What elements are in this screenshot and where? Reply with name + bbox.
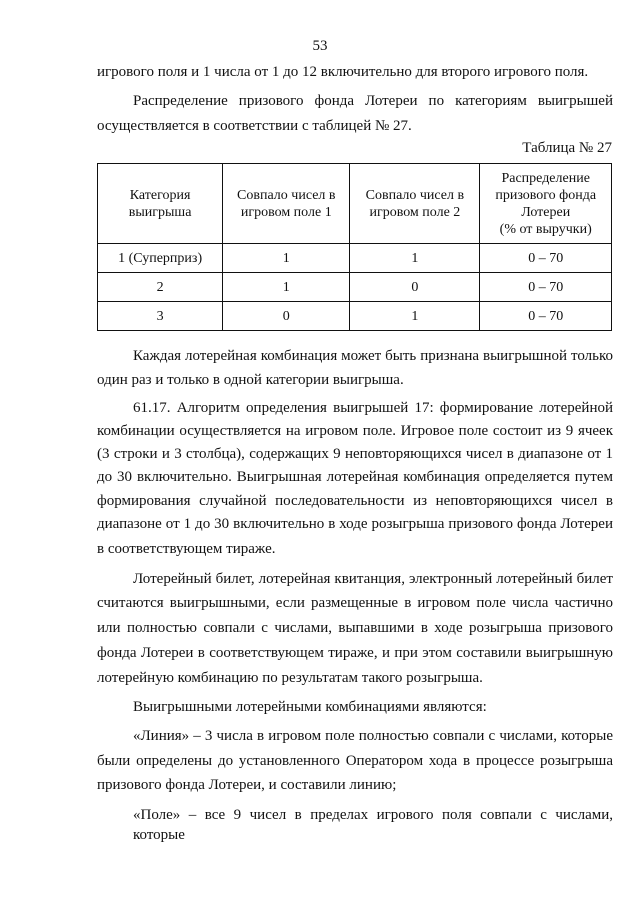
text-line: до 30 включительно. Выигрышная лотерейная комбинация определяется путем [97, 469, 613, 485]
text-line: Каждая лотерейная комбинация может быть признана выигрышной только [133, 348, 613, 364]
text-line: призового фонда Лотереи, и составили линию; [97, 777, 397, 793]
text-line: 61.17. Алгоритм определения выигрышей 17: формирование лотерейной [133, 400, 613, 416]
table-row [98, 302, 612, 331]
table-cell: 0 – 70 [480, 302, 612, 331]
table-header-cell: Совпало чисел в игровом поле 2 [350, 164, 480, 244]
table-cell: 2 [98, 273, 223, 302]
text-line: осуществляется в соответствии с таблицей № 27. [97, 118, 412, 134]
text-line: «Поле» – все 9 чисел в пределах игрового поля совпали с числами, которые [133, 807, 613, 843]
text-line: Распределение призового фонда Лотереи по категориям выигрышей [133, 93, 613, 109]
table-row [98, 244, 612, 273]
text-line: (3 строки и 3 столбца), содержащих 9 неповторяющихся чисел в диапазоне от 1 [97, 446, 613, 462]
page-number: 53 [312, 38, 328, 54]
text-line: в соответствующем тираже. [97, 541, 276, 557]
text-line: фонда Лотереи в соответствующем тираже, и при этом составили выигрышную [97, 645, 613, 661]
text-line: один раз и только в одной категории выигрыша. [97, 372, 404, 388]
text-line: были определены до установленного Оператором хода в процессе розыгрыша [97, 753, 613, 769]
table-cell: 3 [98, 302, 223, 331]
table-header-row [98, 164, 612, 244]
text-line: Выигрышными лотерейными комбинациями являются: [133, 699, 487, 715]
text-line: игрового поля и 1 числа от 1 до 12 включительно для второго игрового поля. [97, 64, 589, 80]
table-cell: 1 [350, 244, 480, 273]
table-cell: 0 – 70 [480, 273, 612, 302]
table-header-cell: Распределение призового фонда Лотереи (% от выручки) [480, 164, 612, 244]
table-cell: 1 [350, 302, 480, 331]
text-line: комбинации осуществляется на игровом поле. Игровое поле состоит из 9 ячеек [97, 423, 613, 439]
text-line: считаются выигрышными, если размещенные в игровом поле числа частично [97, 595, 613, 611]
table-cell: 1 (Суперприз) [98, 244, 223, 273]
text-line: формирования случайной последовательности из неповторяющихся чисел в [97, 493, 613, 509]
table-caption: Таблица № 27 [522, 140, 612, 156]
table-header-cell: Категория выигрыша [98, 164, 223, 244]
table-cell: 0 – 70 [480, 244, 612, 273]
table-cell: 1 [223, 273, 350, 302]
prize-distribution-table [97, 163, 612, 331]
table-cell: 0 [223, 302, 350, 331]
text-line: лотерейную комбинацию по результатам такого розыгрыша. [97, 670, 483, 686]
text-line: «Линия» – 3 числа в игровом поле полностью совпали с числами, которые [133, 728, 613, 744]
table-header-cell: Совпало чисел в игровом поле 1 [223, 164, 350, 244]
text-line: Лотерейный билет, лотерейная квитанция, электронный лотерейный билет [133, 571, 613, 587]
text-line: или полностью совпали с числами, выпавшими в ходе розыгрыша призового [97, 620, 613, 636]
table-cell: 1 [223, 244, 350, 273]
text-line: диапазоне от 1 до 30 включительно в ходе розыгрыша призового фонда Лотереи [97, 516, 613, 532]
table-cell: 0 [350, 273, 480, 302]
table-row [98, 273, 612, 302]
